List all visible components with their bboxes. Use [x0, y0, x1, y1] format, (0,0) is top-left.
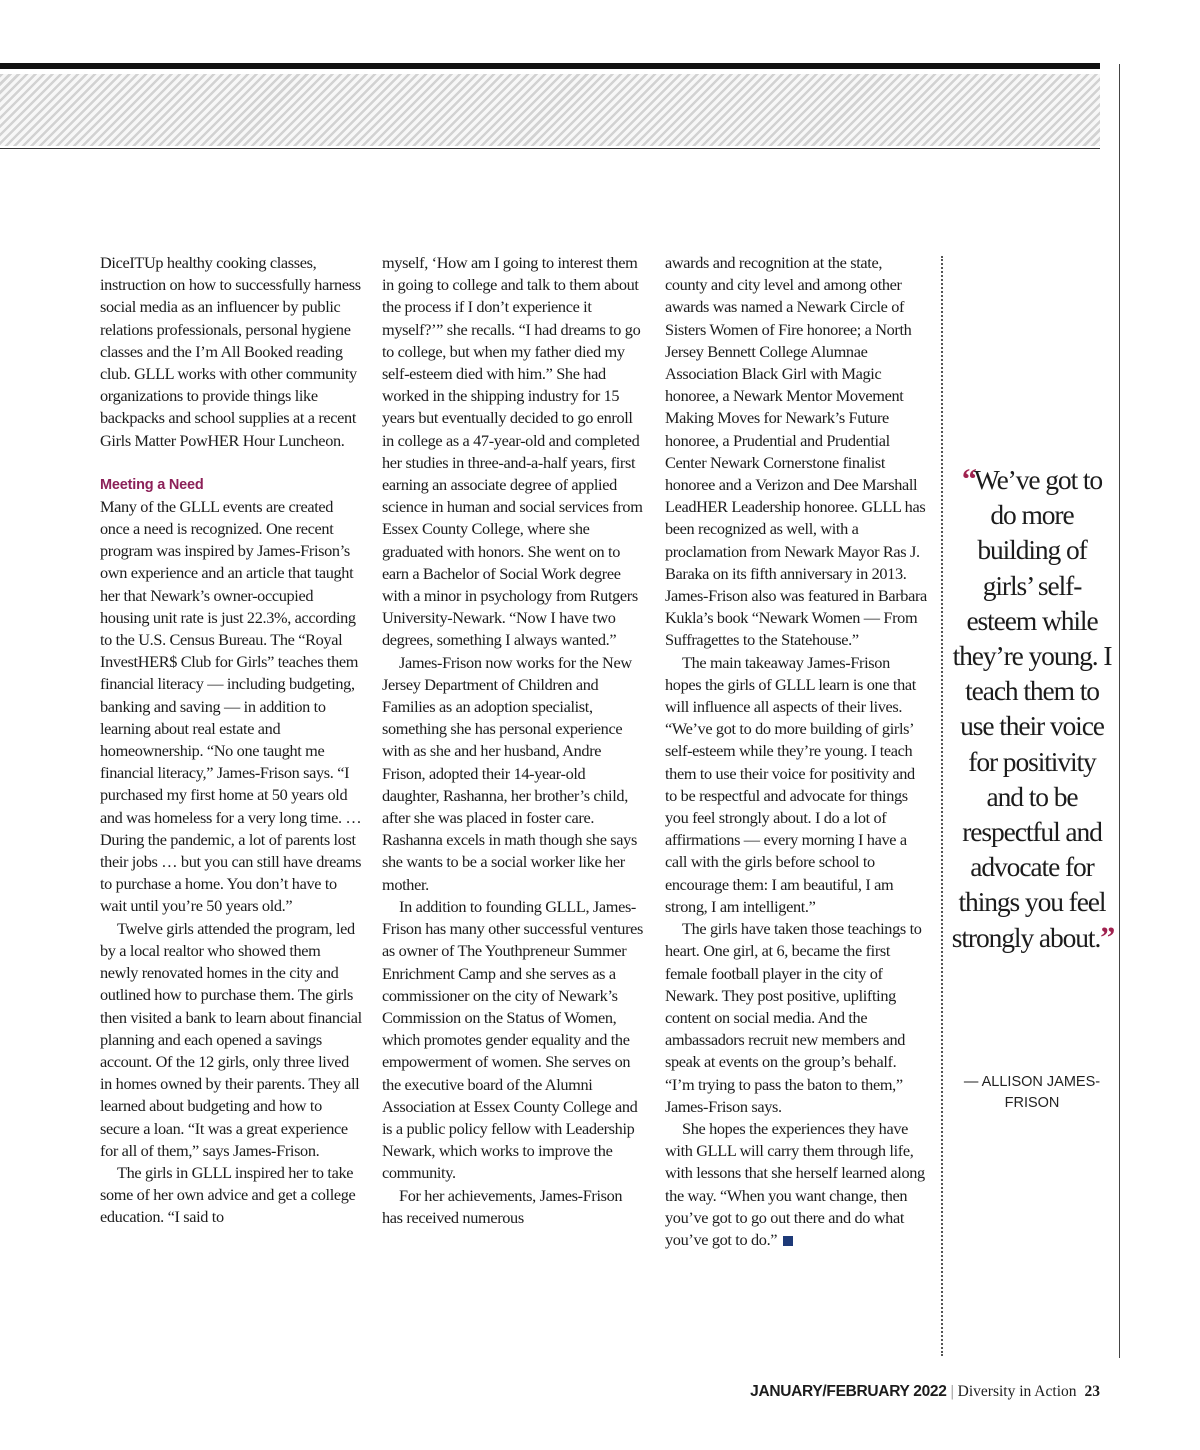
pull-quote-attribution: — ALLISON JAMES-FRISON [963, 1074, 1101, 1111]
page-footer [750, 1383, 1100, 1401]
paragraph: For her achievements, James-Frison has received numerous [382, 1185, 623, 1227]
dotted-column-divider [941, 256, 943, 1356]
article-column-1 [100, 252, 362, 1229]
open-quote-icon: “ [961, 463, 974, 496]
page-number: 23 [1084, 1383, 1100, 1400]
end-of-article-icon [783, 1236, 793, 1246]
hatched-banner [0, 74, 1100, 146]
footer-separator: | [950, 1383, 954, 1400]
section-subhead: Meeting a Need [100, 476, 204, 493]
article-column-2 [382, 252, 644, 1229]
paragraph: Many of the GLLL events are created once a need is recognized. One recent program was inspired by James-Frison’s own experience and an article that taught her that Newark’s owner-occupied housing unit rate is just 22.3%, according to the U.S. Census Bureau. The “Royal InvestHER$ Club for Girls” teaches them financial literacy — including budgeting, banking and saving — in addition to learning about real estate and homeownership. “No one taught me financial literacy,” James-Frison says. “I purchased my first home at 50 years old and was homeless for a very long time. … During the pandemic, a lot of parents lost their jobs … but you can still have dreams to purchase a home. You don’t have to wait until you’re 50 years old.” [100, 496, 362, 916]
paragraph: The main takeaway James-Frison hopes the girls of GLLL learn is one that will influence all aspects of their lives. “We’ve got to do more building of girls’ self-esteem while they’re young. I teach them to use their voice for positivity and to be respectful and advocate for things you feel strongly about. I do a lot of affirmations — every morning I have a call with the girls before school to encourage them: I am beautiful, I am strong, I am intelligent.” [665, 652, 916, 916]
paragraph: Twelve girls attended the program, led by a local realtor who showed them newly renovated homes in the city and outlined how to purchase them. The girls then visited a bank to learn about financial planning and each opened a savings account. Of the 12 girls, only three lived in homes owned by their parents. They all learned about budgeting and how to secure a loan. “It was a great experience for all of them,” says James-Frison. [100, 918, 362, 1160]
issue-date: JANUARY/FEBRUARY 2022 [750, 1383, 947, 1400]
paragraph [665, 1118, 927, 1251]
paragraph-text: She hopes the experiences they have with GLLL will carry them through life, with lessons that she herself learned along the way. “When you want change, then you’ve got to go out there and do what you’ve got to do.” [665, 1118, 925, 1249]
paragraph: awards and recognition at the state, county and city level and among other awards was named a Newark Circle of Sisters Women of Fire honoree; a North Jersey Bennett College Alumnae Association Black Girl with Magic honoree, a Newark Mentor Movement Making Moves for Newark’s Future honoree, a Prudential and Prudential Center Newark Cornerstone finalist honoree and a Verizon and Dee Marshall LeadHER Leadership honoree. GLLL has been recognized as well, with a proclamation from Newark Mayor Ras J. Baraka on its fifth anniversary in 2013. James-Frison also was featured in Barbara Kukla’s book “Newark Women — From Suffragettes to the Statehouse.” [665, 253, 927, 650]
paragraph: The girls have taken those teachings to heart. One girl, at 6, became the first female football player in the city of Newark. They post positive, uplifting content on social media. And the ambassadors recruit new members and speak at events on the group’s behalf. “I’m trying to pass the baton to them,” James-Frison says. [665, 919, 922, 1116]
paragraph: DiceITUp healthy cooking classes, instruction on how to successfully harness social media as an influencer by public relations professionals, personal hygiene classes and the I’m All Booked reading club. GLLL works with other community organizations to provide things like backpacks and school supplies at a recent Girls Matter PowHER Hour Luncheon. [100, 253, 361, 450]
paragraph: myself, ‘How am I going to interest them in going to college and talk to them about the process if I don’t experience it myself?’” she recalls. “I had dreams to go to college, but when my father died my self-esteem died with him.” She had worked in the shipping industry for 15 years but eventually decided to go enroll in college as a 47-year-old and completed her studies in three-and-a-half years, first earning an associate degree of applied science in human and social services from Essex County College, where she graduated with honors. She went on to earn a Bachelor of Social Work degree with a minor in psychology from Rutgers University-Newark. “Now I have two degrees, something I always wanted.” [382, 253, 643, 650]
paragraph: The girls in GLLL inspired her to take some of her own advice and get a college education. “I said to [100, 1162, 356, 1227]
pull-quote-text: We’ve got to do more building of girls’ self-esteem while they’re young. I teach them to use their voice for positivity and to be respectful and advocate for things you feel strongly about. [951, 464, 1112, 953]
top-rule [0, 63, 1100, 69]
paragraph: James-Frison now works for the New Jersey Department of Children and Families as an adoption specialist, something she has personal experience with as she and her husband, Andre Frison, adopted their 14-year-old daughter, Rashanna, her brother’s child, after she was placed in foster care. Rashanna excels in math though she says she wants to be a social worker like her mother. [382, 652, 637, 894]
article-column-3 [665, 252, 927, 1251]
magazine-name: Diversity in Action [957, 1383, 1077, 1400]
pull-quote [950, 462, 1114, 955]
banner-bottom-rule [0, 148, 1100, 149]
close-quote-icon: ” [1100, 920, 1113, 954]
right-margin-rule [1119, 64, 1120, 1358]
paragraph: In addition to founding GLLL, James-Frison has many other successful ventures as owner of The Youthpreneur Summer Enrichment Camp and she serves as a commissioner on the city of Newark’s Commission on the Status of Women, which promotes gender equality and the empowerment of women. She serves on the executive board of the Alumni Association at Essex County College and is a public policy fellow with Leadership Newark, which works to improve the community. [382, 896, 644, 1183]
